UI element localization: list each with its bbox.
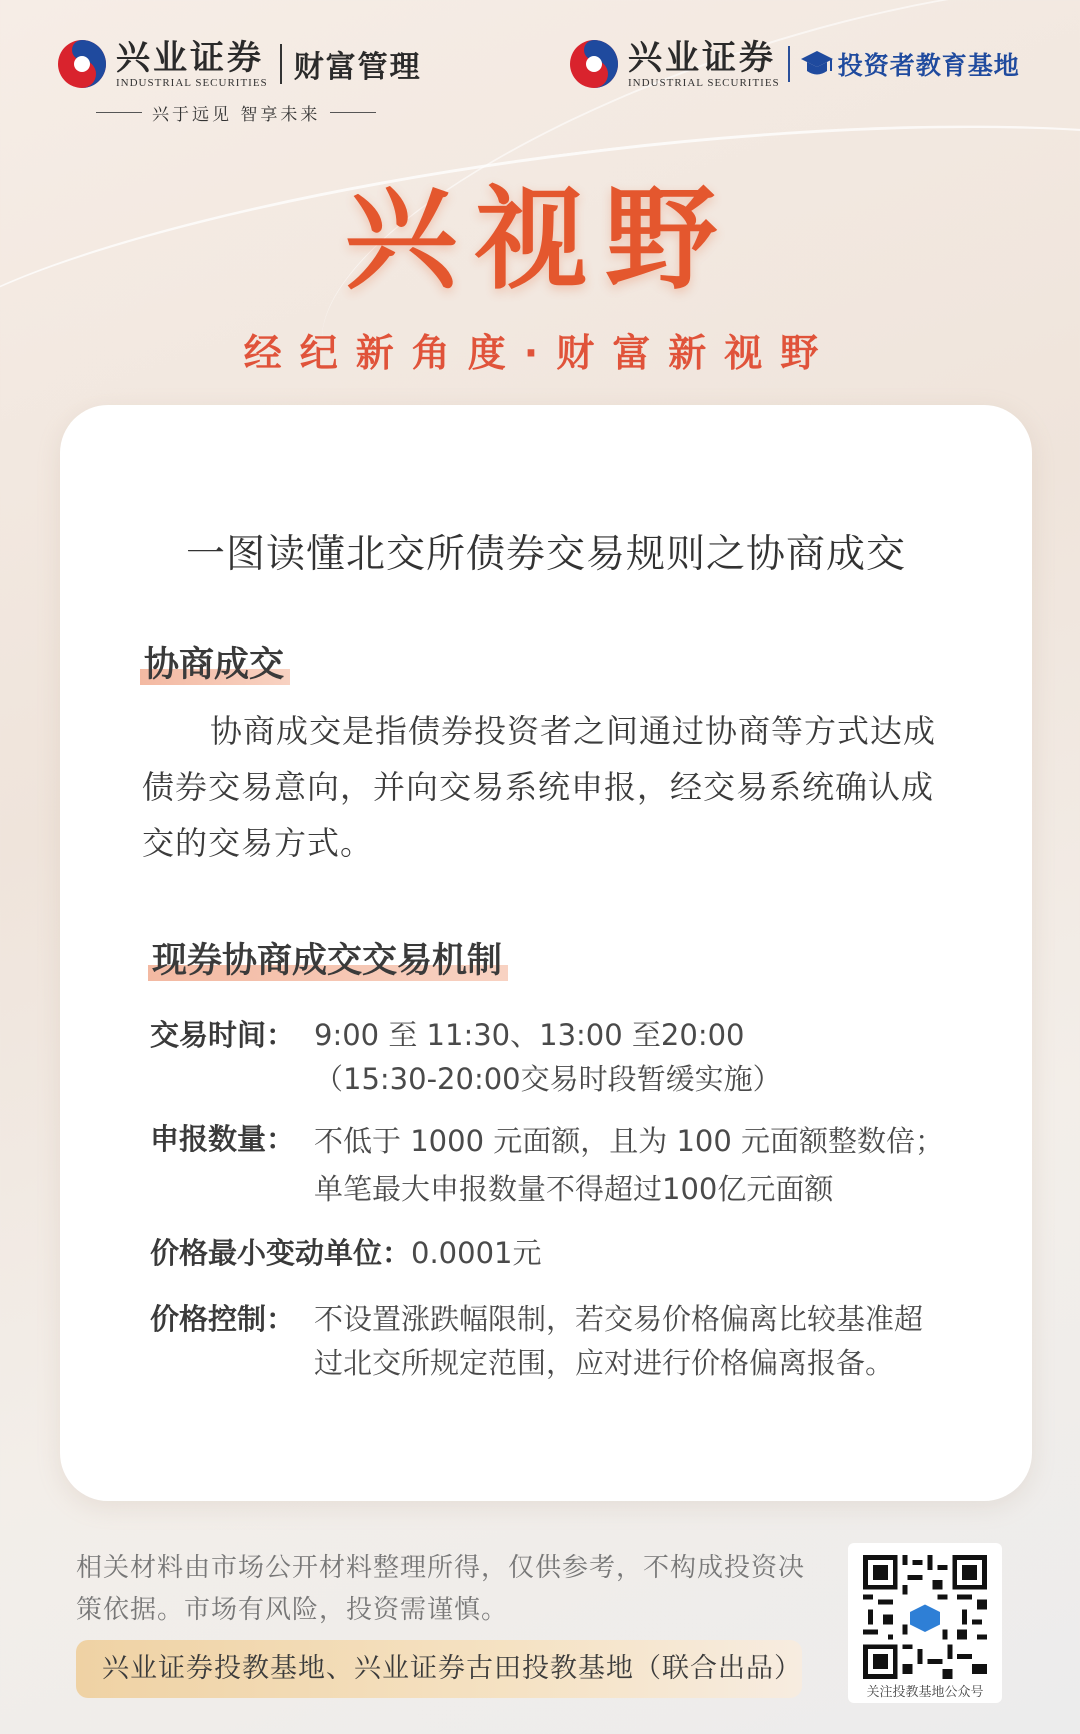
divider [280,44,282,84]
divider [788,46,790,82]
brand-name-en: INDUSTRIAL SECURITIES [116,77,268,89]
brand-name: 兴业证券 [116,38,264,78]
rule-value [314,1013,954,1101]
divider [96,112,142,113]
industrial-securities-logo-icon [56,38,108,90]
qr-code-icon[interactable] [863,1555,987,1679]
brand-name: 兴业证券 [628,38,776,78]
qr-code-card[interactable] [848,1543,1002,1703]
brand-logo-wealth [56,38,456,128]
rule-value-line: 不设置涨跌幅限制，若交易价格偏离比较基准超 [314,1302,924,1336]
disclaimer-line: 策依据。市场有风险，投资需谨慎。 [76,1595,509,1625]
joint-production-banner: 兴业证券投教基地、兴业证券古田投教基地（联合出品） [76,1640,802,1698]
rule-value [314,1117,954,1213]
divider [330,112,376,113]
rule-inline [150,1236,542,1270]
brand-logo-education [568,38,1038,98]
rule-label: 申报数量： [150,1122,296,1156]
document-title: 一图读懂北交所债券交易规则之协商成交 [185,532,906,577]
brand-name-en: INDUSTRIAL SECURITIES [628,77,780,89]
definition-paragraph: 协商成交是指债券投资者之间通过协商等方式达成债券交易意向，并向交易系统申报，经交易系统确认成交的交易方式。 [142,712,937,862]
section-heading-text: 现券协商成交交易机制 [152,941,503,981]
hero-tagline: 经纪新角度·财富新视野 [243,331,837,375]
industrial-securities-logo-icon [568,38,620,90]
rule-value [314,1297,954,1385]
rule-value-line: 9:00 至 11:30、13:00 至20:00 [314,1018,745,1052]
section-heading-negotiated-trade [144,637,284,687]
rule-label: 交易时间： [150,1018,296,1052]
qr-caption: 关注投教基地公众号 [866,1685,984,1700]
rule-value-line: 不低于 1000 元面额，且为 100 元面额整数倍； [314,1124,945,1158]
graduation-cap-icon [800,49,834,79]
rule-label: 价格控制： [150,1302,296,1336]
slogan: 兴于远见 智享未来 [152,105,321,125]
rule-value: 0.0001元 [411,1236,542,1270]
rule-label: 价格最小变动单位： [150,1236,412,1270]
rule-value-line: （15:30-20:00交易时段暂缓实施） [314,1062,782,1096]
rule-value-line: 过北交所规定范围，应对进行价格偏离报备。 [314,1346,895,1380]
wealth-management-label: 财富管理 [293,50,422,85]
hero-title: 兴视野 [345,174,735,305]
disclaimer-line: 相关材料由市场公开材料整理所得，仅供参考，不构成投资决 [76,1553,806,1583]
investor-education-base-label: 投资者教育基地 [837,51,1020,80]
section-heading-text: 协商成交 [144,645,285,685]
disclaimer [76,1547,816,1631]
rule-value-line: 单笔最大申报数量不得超过100亿元面额 [314,1172,834,1206]
section-heading-mechanism [152,933,502,983]
content-card [60,405,1032,1501]
rule-row-tick-size [150,1231,542,1275]
